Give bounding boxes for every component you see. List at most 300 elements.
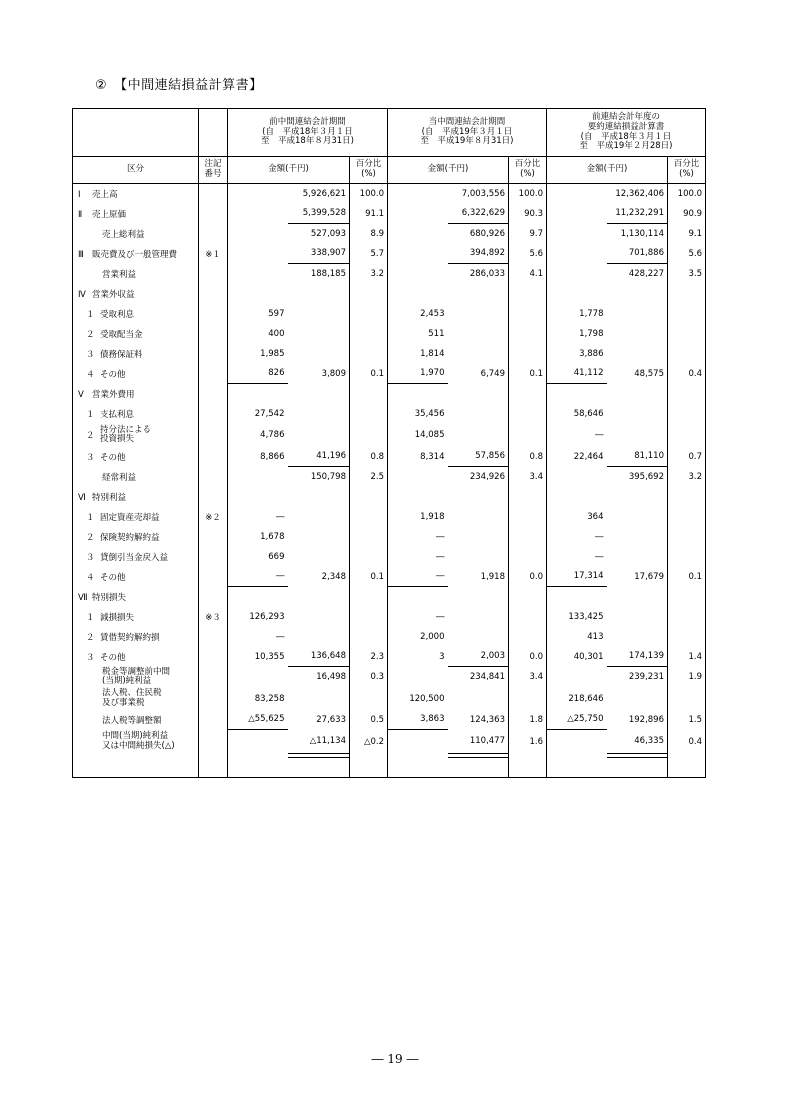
label-line: 投資損失 bbox=[100, 434, 135, 444]
amount-total bbox=[288, 527, 350, 547]
percent-cell bbox=[668, 384, 706, 404]
note-cell bbox=[199, 647, 228, 667]
percent-cell bbox=[350, 487, 388, 507]
percent-cell bbox=[509, 404, 547, 424]
percent-cell bbox=[509, 607, 547, 627]
amount-total bbox=[448, 587, 509, 607]
header-blank-note bbox=[199, 109, 228, 157]
percent-cell bbox=[509, 487, 547, 507]
item-number: ２ bbox=[86, 532, 95, 543]
percent-cell bbox=[668, 324, 706, 344]
amount-detail: 27,542 bbox=[228, 404, 288, 424]
row-label bbox=[73, 547, 199, 567]
header-pct bbox=[350, 157, 388, 184]
amount-detail bbox=[547, 244, 607, 264]
amount-total: 1,918 bbox=[480, 571, 505, 582]
amount-total: 239,231 bbox=[628, 672, 664, 683]
note-cell bbox=[199, 304, 228, 324]
amount-detail: 400 bbox=[228, 324, 288, 344]
percent-cell bbox=[350, 507, 388, 527]
section-number: Ⅳ bbox=[78, 289, 86, 300]
percent-cell: 3.2 bbox=[668, 467, 706, 487]
table-row-end bbox=[73, 754, 706, 778]
row-label bbox=[73, 667, 199, 688]
amount-detail bbox=[228, 204, 288, 224]
amount-total bbox=[607, 324, 668, 344]
amount-total: 6,322,629 bbox=[448, 204, 509, 224]
percent-empty bbox=[350, 754, 388, 778]
amount-total-empty bbox=[448, 754, 509, 778]
row-label bbox=[73, 607, 199, 627]
item-number: ２ bbox=[86, 632, 95, 643]
amount-detail-empty bbox=[228, 754, 288, 778]
note-cell bbox=[199, 487, 228, 507]
label-text: その他 bbox=[100, 452, 126, 463]
amount-detail: ― bbox=[547, 527, 607, 547]
row-label-empty bbox=[73, 754, 199, 778]
percent-cell: 9.1 bbox=[668, 224, 706, 244]
amount-detail bbox=[228, 467, 288, 487]
amount-total bbox=[448, 384, 509, 404]
percent-cell: 3.4 bbox=[509, 667, 547, 688]
label-text: 売上高 bbox=[92, 189, 118, 200]
note-cell bbox=[199, 204, 228, 224]
note-cell bbox=[199, 184, 228, 204]
amount-total: 394,892 bbox=[448, 244, 509, 264]
amount-total bbox=[607, 487, 668, 507]
percent-cell bbox=[668, 304, 706, 324]
amount-total bbox=[448, 487, 509, 507]
amount-total: 48,575 bbox=[634, 368, 664, 379]
percent-cell bbox=[509, 324, 547, 344]
percent-cell bbox=[350, 404, 388, 424]
percent-cell: 0.8 bbox=[350, 447, 388, 467]
amount-detail bbox=[228, 224, 288, 244]
table-row bbox=[73, 607, 706, 627]
amount-detail: △55,625 bbox=[228, 710, 288, 730]
percent-cell bbox=[668, 587, 706, 607]
label-line: 及び事業税 bbox=[102, 697, 145, 708]
note-cell bbox=[199, 224, 228, 244]
table-row bbox=[73, 647, 706, 667]
note-cell: ※１ bbox=[199, 244, 228, 264]
label-text: 営業外収益 bbox=[92, 289, 135, 300]
percent-cell bbox=[509, 424, 547, 447]
percent-cell bbox=[668, 607, 706, 627]
amount-detail bbox=[547, 264, 607, 284]
amount-total: 428,227 bbox=[628, 268, 664, 279]
amount-total bbox=[288, 384, 350, 404]
amount-detail: 3,863 bbox=[388, 710, 448, 730]
amount-total: 46,335 bbox=[634, 736, 664, 747]
amount-detail-empty bbox=[388, 754, 448, 778]
header-pct bbox=[668, 157, 706, 184]
label-text: 減損損失 bbox=[100, 612, 135, 623]
table-row bbox=[73, 467, 706, 487]
note-cell bbox=[199, 467, 228, 487]
note-cell bbox=[199, 587, 228, 607]
row-label bbox=[73, 304, 199, 324]
percent-cell: 0.1 bbox=[668, 567, 706, 587]
amount-total bbox=[288, 587, 350, 607]
amount-detail bbox=[388, 487, 448, 507]
amount-total: 41,196 bbox=[288, 447, 350, 467]
note-cell bbox=[199, 547, 228, 567]
section-number: Ⅴ bbox=[78, 389, 84, 400]
percent-cell bbox=[509, 507, 547, 527]
table-row bbox=[73, 224, 706, 244]
amount-detail: 41,112 bbox=[547, 364, 607, 384]
header-text: 百分比 bbox=[355, 159, 382, 170]
amount-total: 5,926,621 bbox=[302, 188, 346, 199]
percent-cell bbox=[350, 607, 388, 627]
percent-cell bbox=[350, 324, 388, 344]
note-cell-empty bbox=[199, 754, 228, 778]
amount-total: 7,003,556 bbox=[461, 188, 505, 199]
amount-detail bbox=[388, 204, 448, 224]
table-row bbox=[73, 487, 706, 507]
table-row bbox=[73, 688, 706, 710]
item-number: １ bbox=[86, 612, 95, 623]
row-label bbox=[73, 184, 199, 204]
amount-total bbox=[448, 688, 509, 710]
table-row bbox=[73, 447, 706, 467]
percent-cell: 3.2 bbox=[350, 264, 388, 284]
amount-total bbox=[288, 688, 350, 710]
percent-cell: 0.7 bbox=[668, 447, 706, 467]
table-row bbox=[73, 184, 706, 204]
amount-total-empty bbox=[288, 754, 350, 778]
note-cell bbox=[199, 447, 228, 467]
amount-detail: 218,646 bbox=[547, 688, 607, 710]
amount-total-empty bbox=[607, 754, 668, 778]
percent-cell: 5.6 bbox=[668, 244, 706, 264]
row-label bbox=[73, 264, 199, 284]
amount-total bbox=[448, 304, 509, 324]
percent-cell bbox=[350, 424, 388, 447]
header-text: (%) bbox=[520, 169, 535, 179]
header-curr-interim bbox=[388, 109, 547, 157]
percent-cell bbox=[509, 587, 547, 607]
percent-cell bbox=[668, 527, 706, 547]
item-number: １ bbox=[86, 409, 95, 420]
percent-cell bbox=[350, 587, 388, 607]
amount-detail: ― bbox=[547, 424, 607, 447]
amount-total bbox=[607, 344, 668, 364]
amount-detail: 8,314 bbox=[388, 447, 448, 467]
amount-total bbox=[607, 547, 668, 567]
section-number: Ⅵ bbox=[78, 492, 86, 503]
table-row bbox=[73, 384, 706, 404]
amount-total bbox=[288, 627, 350, 647]
percent-cell: 1.4 bbox=[668, 647, 706, 667]
note-cell bbox=[199, 264, 228, 284]
amount-detail bbox=[228, 184, 288, 204]
row-label bbox=[73, 567, 199, 587]
amount-total bbox=[448, 424, 509, 447]
page-title: ② 【中間連結損益計算書】 bbox=[95, 78, 263, 93]
amount-total: 680,926 bbox=[469, 228, 505, 239]
amount-detail: ― bbox=[388, 567, 448, 587]
percent-cell: 0.5 bbox=[350, 710, 388, 730]
table-row bbox=[73, 627, 706, 647]
table-row bbox=[73, 667, 706, 688]
amount-total bbox=[448, 507, 509, 527]
percent-cell: 0.8 bbox=[509, 447, 547, 467]
row-label bbox=[73, 487, 199, 507]
label-text: 営業利益 bbox=[102, 269, 137, 280]
amount-total bbox=[448, 547, 509, 567]
header-period-row bbox=[73, 109, 706, 157]
row-label bbox=[73, 344, 199, 364]
percent-cell bbox=[350, 344, 388, 364]
percent-cell: 0.0 bbox=[509, 567, 547, 587]
amount-total bbox=[607, 607, 668, 627]
table-row bbox=[73, 364, 706, 384]
amount-detail bbox=[388, 730, 448, 754]
item-number: １ bbox=[86, 512, 95, 523]
percent-cell: 1.6 bbox=[509, 730, 547, 754]
header-column-row bbox=[73, 157, 706, 184]
note-cell bbox=[199, 527, 228, 547]
note-cell bbox=[199, 730, 228, 754]
table-row bbox=[73, 344, 706, 364]
amount-detail bbox=[388, 224, 448, 244]
amount-total: 3,809 bbox=[321, 368, 346, 379]
amount-detail bbox=[388, 667, 448, 688]
percent-cell: 90.9 bbox=[668, 204, 706, 224]
amount-total bbox=[448, 344, 509, 364]
header-amount: 金額(千円) bbox=[547, 157, 668, 184]
percent-cell: 0.0 bbox=[509, 647, 547, 667]
label-text: 受取配当金 bbox=[100, 329, 143, 340]
amount-detail bbox=[547, 284, 607, 304]
amount-detail: 35,456 bbox=[388, 404, 448, 424]
row-label bbox=[73, 688, 199, 710]
label-text: 保険契約解約益 bbox=[100, 532, 160, 543]
amount-total: △11,134 bbox=[309, 736, 346, 747]
amount-total bbox=[448, 324, 509, 344]
section-number: Ⅱ bbox=[78, 209, 83, 220]
amount-total bbox=[288, 344, 350, 364]
amount-total bbox=[448, 627, 509, 647]
note-cell bbox=[199, 710, 228, 730]
header-text: 注記 bbox=[204, 159, 222, 170]
amount-total bbox=[288, 507, 350, 527]
header-text: 百分比 bbox=[673, 159, 700, 170]
amount-detail: 2,453 bbox=[388, 304, 448, 324]
amount-detail bbox=[228, 587, 288, 607]
row-label bbox=[73, 507, 199, 527]
note-cell bbox=[199, 404, 228, 424]
note-cell bbox=[199, 284, 228, 304]
percent-cell bbox=[350, 384, 388, 404]
row-label bbox=[73, 527, 199, 547]
label-text: その他 bbox=[100, 652, 126, 663]
amount-detail bbox=[388, 384, 448, 404]
header-text: 前中間連結会計期間 bbox=[269, 117, 346, 128]
percent-cell bbox=[668, 284, 706, 304]
amount-total: 136,648 bbox=[288, 647, 350, 667]
percent-cell: 0.1 bbox=[350, 364, 388, 384]
row-label bbox=[73, 730, 199, 754]
amount-total: 234,926 bbox=[469, 471, 505, 482]
percent-cell: 90.3 bbox=[509, 204, 547, 224]
section-number: Ⅰ bbox=[78, 189, 81, 200]
amount-total: 110,477 bbox=[469, 736, 505, 747]
amount-detail: ― bbox=[388, 547, 448, 567]
percent-cell bbox=[668, 627, 706, 647]
amount-detail bbox=[547, 224, 607, 244]
percent-cell bbox=[350, 527, 388, 547]
item-number: ３ bbox=[86, 349, 95, 360]
header-blank bbox=[73, 109, 199, 157]
amount-detail: 3,886 bbox=[547, 344, 607, 364]
header-text: (自 平成19年３月１日 bbox=[421, 126, 513, 137]
label-text: 支払利息 bbox=[100, 409, 135, 420]
amount-detail bbox=[547, 487, 607, 507]
amount-total bbox=[607, 284, 668, 304]
item-number: ２ bbox=[86, 430, 95, 441]
header-prev-interim bbox=[228, 109, 388, 157]
amount-detail: 1,970 bbox=[388, 364, 448, 384]
note-cell: ※３ bbox=[199, 607, 228, 627]
item-number: ４ bbox=[86, 369, 95, 380]
amount-total: 286,033 bbox=[469, 268, 505, 279]
amount-total bbox=[607, 627, 668, 647]
amount-detail: 413 bbox=[547, 627, 607, 647]
amount-detail: 3 bbox=[388, 647, 448, 667]
amount-total: 174,139 bbox=[607, 647, 668, 667]
table-row bbox=[73, 264, 706, 284]
header-kubun: 区分 bbox=[73, 157, 199, 184]
amount-total: 5,399,528 bbox=[288, 204, 350, 224]
label-line: 法人税、住民税 bbox=[102, 688, 162, 699]
row-label bbox=[73, 710, 199, 730]
header-text: (%) bbox=[679, 169, 694, 179]
row-label bbox=[73, 424, 199, 447]
amount-detail: 40,301 bbox=[547, 647, 607, 667]
label-text: 販売費及び一般管理費 bbox=[92, 249, 178, 260]
header-text: 百分比 bbox=[514, 159, 541, 170]
label-text: 固定資産売却益 bbox=[100, 512, 160, 523]
amount-detail: 597 bbox=[228, 304, 288, 324]
note-cell bbox=[199, 324, 228, 344]
amount-total: 6,749 bbox=[480, 368, 505, 379]
label-wrap bbox=[102, 689, 162, 708]
amount-detail bbox=[388, 284, 448, 304]
amount-total bbox=[607, 507, 668, 527]
amount-total: 234,841 bbox=[469, 672, 505, 683]
table-row bbox=[73, 304, 706, 324]
label-text: 貸倒引当金戻入益 bbox=[100, 552, 169, 563]
amount-total bbox=[607, 587, 668, 607]
amount-total: 338,907 bbox=[288, 244, 350, 264]
amount-detail bbox=[547, 467, 607, 487]
label-text: 特別損失 bbox=[92, 592, 127, 603]
amount-detail bbox=[228, 384, 288, 404]
amount-detail bbox=[228, 244, 288, 264]
row-label bbox=[73, 284, 199, 304]
table-row bbox=[73, 730, 706, 754]
amount-detail: ― bbox=[228, 567, 288, 587]
percent-cell bbox=[668, 507, 706, 527]
row-label bbox=[73, 204, 199, 224]
percent-cell bbox=[509, 627, 547, 647]
row-label bbox=[73, 627, 199, 647]
header-text: (%) bbox=[361, 169, 376, 179]
amount-total bbox=[607, 404, 668, 424]
percent-cell bbox=[350, 547, 388, 567]
amount-detail: 1,678 bbox=[228, 527, 288, 547]
label-wrap bbox=[100, 426, 151, 445]
amount-detail: ― bbox=[388, 527, 448, 547]
amount-detail bbox=[547, 184, 607, 204]
percent-cell: 9.7 bbox=[509, 224, 547, 244]
percent-cell: 5.6 bbox=[509, 244, 547, 264]
percent-cell bbox=[668, 344, 706, 364]
amount-detail bbox=[228, 284, 288, 304]
percent-cell bbox=[509, 384, 547, 404]
table-row bbox=[73, 507, 706, 527]
income-statement-table bbox=[72, 108, 706, 778]
percent-cell: 0.1 bbox=[509, 364, 547, 384]
header-text: (自 平成18年３月１日 bbox=[580, 131, 672, 142]
label-text: その他 bbox=[100, 369, 126, 380]
note-cell bbox=[199, 424, 228, 447]
amount-detail bbox=[388, 184, 448, 204]
amount-detail bbox=[547, 204, 607, 224]
percent-cell bbox=[350, 627, 388, 647]
amount-detail: 1,918 bbox=[388, 507, 448, 527]
amount-total bbox=[448, 607, 509, 627]
amount-detail: ― bbox=[228, 507, 288, 527]
label-text: 債務保証料 bbox=[100, 349, 143, 360]
header-pct bbox=[509, 157, 547, 184]
row-label bbox=[73, 404, 199, 424]
table-row bbox=[73, 587, 706, 607]
amount-detail: 8,866 bbox=[228, 447, 288, 467]
note-cell bbox=[199, 344, 228, 364]
amount-detail: 120,500 bbox=[388, 688, 448, 710]
table-row bbox=[73, 324, 706, 344]
percent-cell bbox=[668, 404, 706, 424]
label-text: 売上総利益 bbox=[102, 229, 145, 240]
amount-detail: 22,464 bbox=[547, 447, 607, 467]
amount-total bbox=[288, 404, 350, 424]
label-line: 又は中間純損失(△) bbox=[102, 740, 175, 751]
row-label bbox=[73, 447, 199, 467]
percent-cell: 0.1 bbox=[350, 567, 388, 587]
percent-cell: 1.5 bbox=[668, 710, 706, 730]
percent-cell bbox=[668, 487, 706, 507]
amount-total: 16,498 bbox=[316, 672, 346, 683]
amount-total: 17,679 bbox=[634, 571, 664, 582]
note-cell bbox=[199, 627, 228, 647]
amount-total bbox=[607, 304, 668, 324]
percent-cell: 1.8 bbox=[509, 710, 547, 730]
label-line: 税金等調整前中間 bbox=[102, 666, 171, 677]
amount-detail bbox=[388, 264, 448, 284]
percent-cell: 91.1 bbox=[350, 204, 388, 224]
header-text: 至 平成18年８月31日) bbox=[261, 136, 354, 147]
amount-detail bbox=[388, 587, 448, 607]
amount-total bbox=[448, 527, 509, 547]
percent-cell: 2.3 bbox=[350, 647, 388, 667]
percent-cell: 100.0 bbox=[509, 184, 547, 204]
amount-total bbox=[448, 404, 509, 424]
label-wrap bbox=[102, 732, 175, 751]
